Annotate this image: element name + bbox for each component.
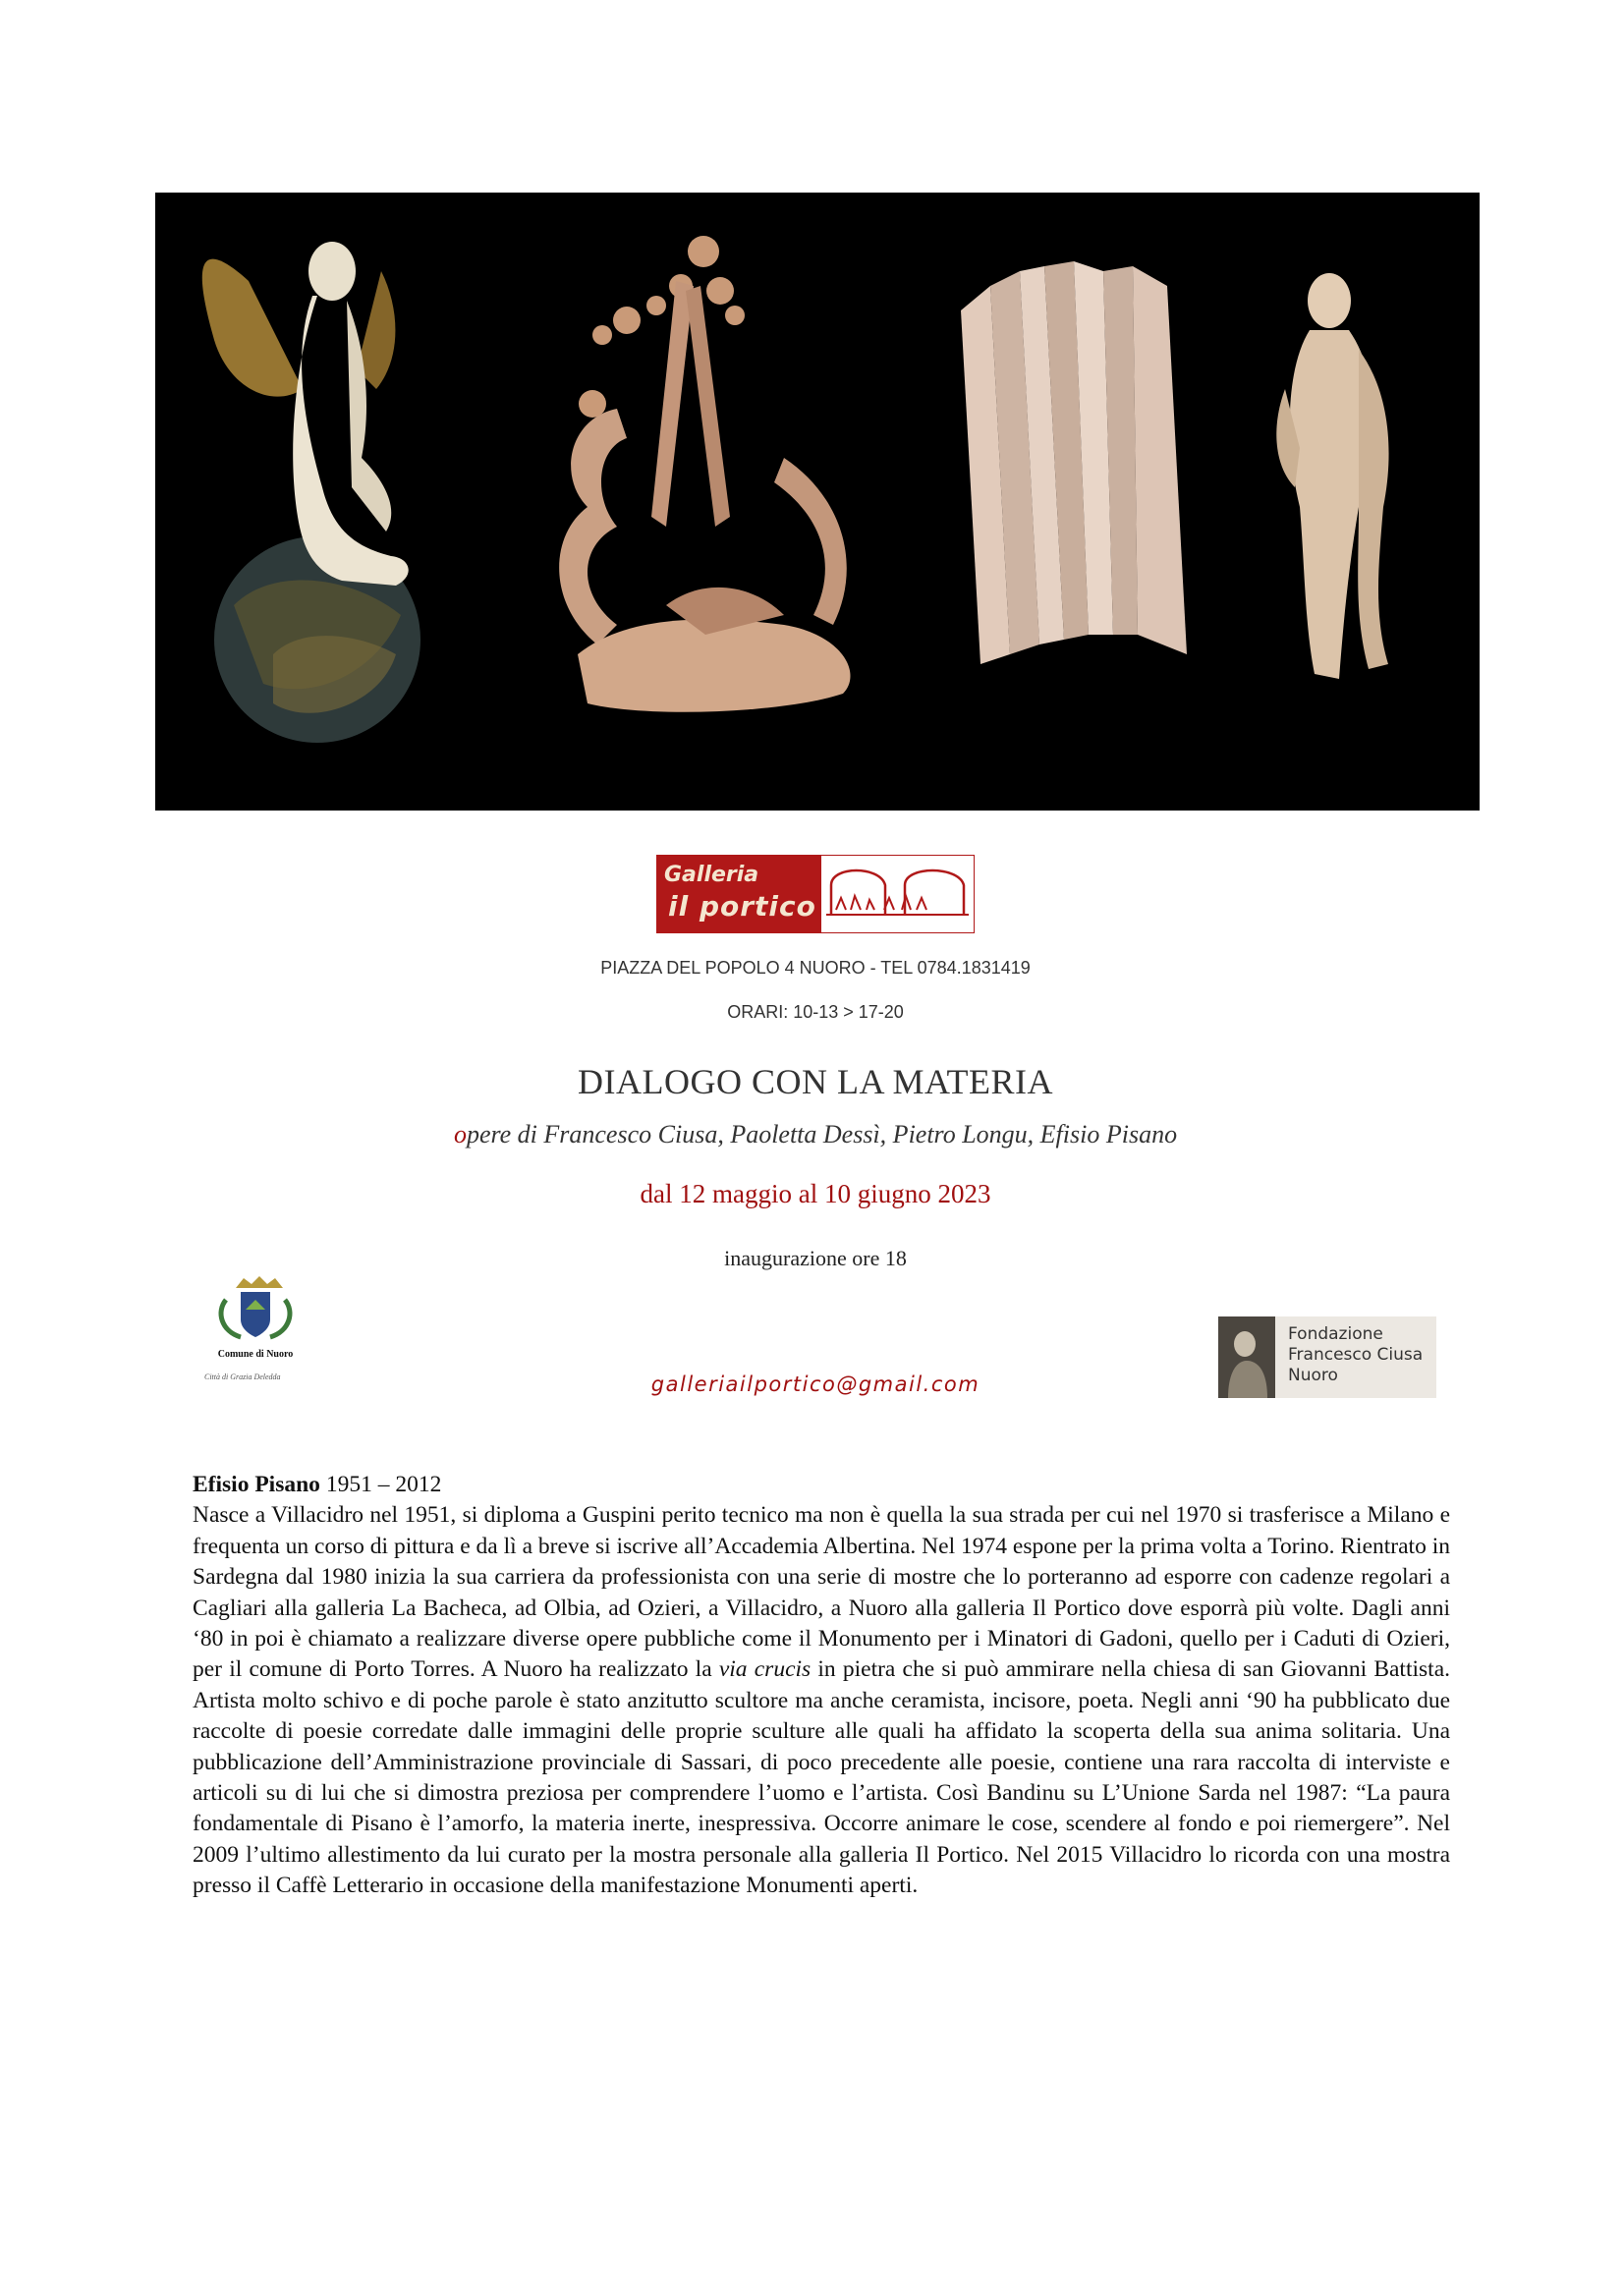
logo-arches-drawing [820,855,975,933]
bio-text-part1: Nasce a Villacidro nel 1951, si diploma a Guspini perito tecnico ma non è quella la sua strada per cui nel 1970 si trasferisce a Milano e frequenta un corso di pittura e da lì a breve si iscrive all’Accademia Albertina. Nel 1974 espone per la prima volta a Torino. Rientrato in Sardegna dal 1980 inizia la sua carriera da professionista con una serie di mostre che lo porteranno ad esporre con cadenze regolari a Cagliari alla galleria La Bacheca, ad Olbia, ad Ozieri, a Villacidro, a Nuoro alla galleria Il Portico dove esporrà più volte. Dagli anni ‘80 in poi è chiamato a realizzare diverse opere pubbliche come il Monumento per i Minatori di Gadoni, quello per i Caduti di Ozieri, per il comune di Porto Torres. A Nuoro ha realizzato la [193,1502,1450,1683]
bio-heading [193,1470,1450,1500]
exhibition-dates: dal 12 maggio al 10 giugno 2023 [640,1179,991,1208]
subtitle-text: pere di Francesco Ciusa, Paoletta Dessì, Pietro Longu, Efisio Pisano [466,1120,1178,1148]
exhibition-artists [295,1120,1336,1149]
artist-years: 1951 – 2012 [325,1472,442,1497]
contact-email[interactable]: galleriailportico@gmail.com [650,1372,980,1396]
fondazione-line3: Nuoro [1288,1366,1338,1385]
galleria-logo [656,855,975,933]
fondazione-line2: Francesco Ciusa [1288,1345,1424,1365]
artist-biography [193,1470,1450,1902]
folded-stone-sculpture [961,261,1187,664]
exhibition-title: DIALOGO CON LA MATERIA [578,1062,1053,1101]
gallery-address: PIAZZA DEL POPOLO 4 NUORO - TEL 0784.1831419 [600,958,1031,978]
bio-paragraph [193,1500,1450,1901]
inauguration-time: inaugurazione ore 18 [724,1246,907,1270]
comune-subtitle: Città di Grazia Deledda [204,1372,281,1381]
fondazione-text [1288,1324,1423,1386]
logo-red-block [656,855,820,933]
sculpture-banner [155,193,1480,811]
comune-nuoro-logo [196,1272,314,1400]
opening-hours: ORARI: 10-13 > 17-20 [727,1002,904,1022]
logo-line2: il portico [668,890,816,923]
logo-line1: Galleria [664,863,759,887]
artist-name: Efisio Pisano [193,1472,320,1497]
fondazione-ciusa-logo [1218,1316,1436,1398]
ciusa-portrait-image [1218,1316,1275,1398]
fondazione-line1: Fondazione [1288,1324,1383,1344]
crest-icon [196,1272,314,1349]
bio-text-part2: in pietra che si può ammirare nella chiesa di san Giovanni Battista. Artista molto schivo e di poche parole è stato anzitutto scultore ma anche ceramista, incisore, poeta. Negli anni ‘90 ha pubblicato due raccolte di poesie corredate dalle immagini delle proprie sculture alle quali ha affidato la scoperta della sua anima solitaria. Una pubblicazione dell’Amministrazione provinciale di Sassari, di poco precedente alle poesie, contiene una rara raccolta di interviste e articoli su di lui che si dimostra preziosa per comprendere l’uomo e l’artista. Così Bandinu su L’Unione Sarda nel 1987: “La paura fondamentale di Pisano è l’amorfo, la materia inerte, inespressiva. Occorre animare le cose, scendere al fondo e poi riemergere”. Nel 2009 l’ultimo allestimento da lui curato per la mostra personale alla galleria Il Portico. Nel 2015 Villacidro lo ricorda con una mostra presso il Caffè Letterario in occasione della manifestazione Monumenti aperti. [193,1656,1450,1899]
subtitle-initial: o [453,1120,467,1148]
bio-italic-via-crucis: via crucis [718,1656,812,1683]
comune-name: Comune di Nuoro [217,1349,294,1360]
